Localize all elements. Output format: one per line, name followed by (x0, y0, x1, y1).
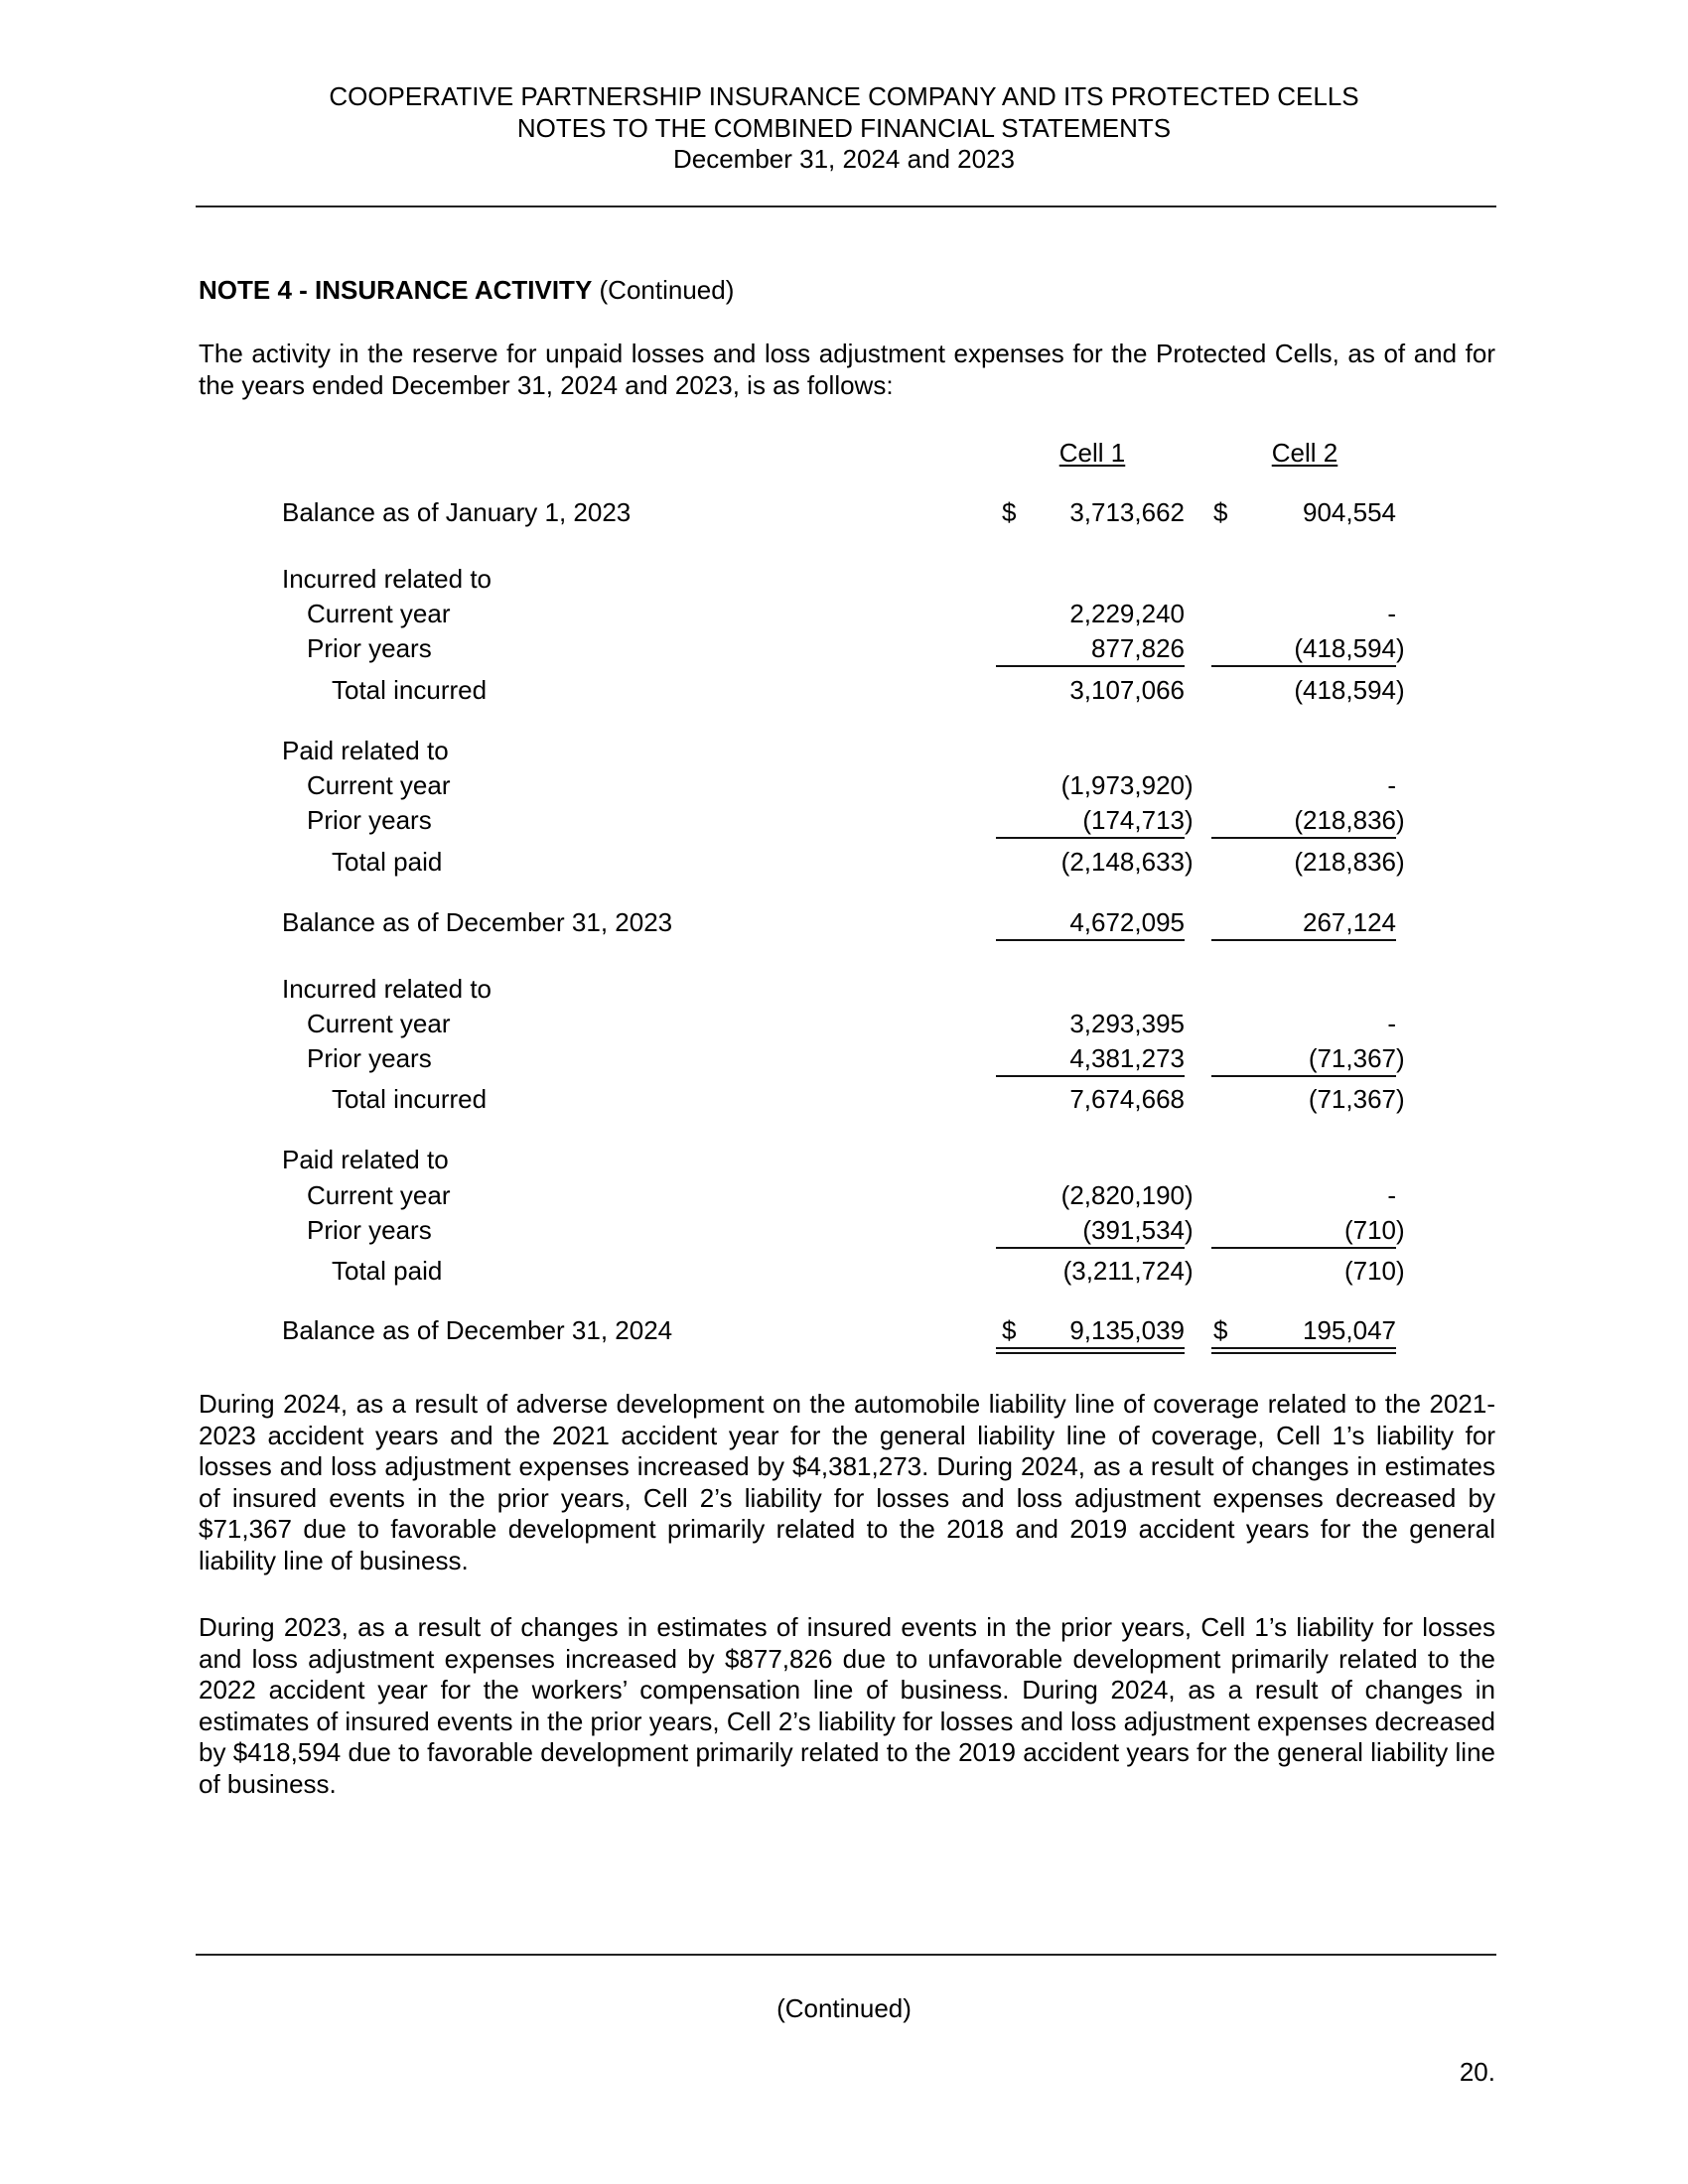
cell1-value: 4,672,095 (1069, 907, 1185, 937)
currency-symbol: $ (1213, 497, 1228, 527)
total-label: Total paid (332, 1256, 443, 1286)
currency-symbol: $ (1002, 1315, 1017, 1345)
row-label: Prior years (307, 1043, 432, 1073)
cell1-value (1006, 1180, 1194, 1210)
cell2-value (1217, 847, 1405, 877)
cell2-value (1217, 1084, 1405, 1114)
header-divider (196, 205, 1496, 207)
company-title: COOPERATIVE PARTNERSHIP INSURANCE COMPANY AND ITS PROTECTED CELLS (329, 81, 1359, 111)
statement-title: NOTES TO THE COMBINED FINANCIAL STATEMENTS (516, 113, 1172, 143)
cell1-value: 3,293,395 (1069, 1009, 1185, 1038)
cell2-value: 904,554 (1303, 497, 1396, 527)
paren-close: ) (1185, 770, 1194, 800)
cell2-value: - (1387, 1180, 1396, 1210)
statement-date: December 31, 2024 and 2023 (672, 144, 1016, 174)
paren-close: ) (1396, 847, 1405, 877)
subtotal-underline (1211, 1247, 1396, 1249)
subtotal-underline (1211, 665, 1396, 667)
continued-label: (Continued) (776, 1993, 912, 2023)
cell1-value (1006, 770, 1194, 800)
paren-close: ) (1185, 805, 1194, 835)
note-heading (199, 275, 734, 306)
row-label: Prior years (307, 1215, 432, 1245)
section-label: Paid related to (282, 1145, 449, 1174)
cell1-value: 4,381,273 (1069, 1043, 1185, 1073)
cell1-number: (391,534 (1082, 1215, 1185, 1245)
cell2-number: (71,367 (1308, 1084, 1396, 1114)
cell1-number: (174,713 (1082, 805, 1185, 835)
cell1-number: (2,148,633 (1060, 847, 1185, 877)
cell1-number: (3,211,724 (1062, 1256, 1185, 1286)
row-label: Balance as of January 1, 2023 (282, 497, 632, 527)
cell1-value (1006, 805, 1194, 835)
total-label: Total incurred (332, 1084, 488, 1114)
subtotal-underline (996, 1247, 1185, 1249)
cell2-number: (710 (1343, 1215, 1396, 1245)
subtotal-underline (996, 665, 1185, 667)
row-label: Current year (307, 770, 451, 800)
cell2-value: - (1387, 599, 1396, 628)
final-double-underline (996, 1347, 1185, 1354)
note-heading-title: NOTE 4 - INSURANCE ACTIVITY (199, 275, 593, 305)
paren-close: ) (1396, 1215, 1405, 1245)
intro-paragraph: The activity in the reserve for unpaid losses and loss adjustment expenses for the Protected Cells, as of and for the years ended December 31, 2024 and 2023, is as follows: (199, 339, 1495, 400)
subtotal-underline (996, 837, 1185, 839)
cell2-value (1217, 1256, 1405, 1286)
cell1-value (1006, 1215, 1194, 1245)
cell1-value: 877,826 (1091, 633, 1185, 663)
cell1-value (1006, 847, 1194, 877)
total-label: Total paid (332, 847, 443, 877)
currency-symbol: $ (1213, 1315, 1228, 1345)
paren-close: ) (1185, 1256, 1194, 1286)
row-label: Current year (307, 1009, 451, 1038)
note-heading-suffix: (Continued) (592, 275, 735, 305)
paren-close: ) (1396, 805, 1405, 835)
paren-close: ) (1396, 633, 1405, 663)
cell1-value: 9,135,039 (1069, 1315, 1185, 1345)
paren-close: ) (1185, 1215, 1194, 1245)
cell1-value: 7,674,668 (1069, 1084, 1185, 1114)
row-label: Prior years (307, 805, 432, 835)
balance-underline (1211, 939, 1396, 941)
paren-close: ) (1185, 1180, 1194, 1210)
row-label: Balance as of December 31, 2024 (282, 1315, 673, 1345)
column-header-cell-1: Cell 1 (1058, 438, 1126, 468)
cell2-value: 195,047 (1303, 1315, 1396, 1345)
row-label: Prior years (307, 633, 432, 663)
cell2-value (1217, 675, 1405, 705)
total-label: Total incurred (332, 675, 488, 705)
cell2-number: (218,836 (1294, 805, 1396, 835)
narrative-paragraph-2024: During 2024, as a result of adverse development on the automobile liability line of coverage related to the 2021-2023 accident years and the 2021 accident year for the general liability line of coverage, Cell 1’s liability for losses and loss adjustment expenses increased by $4,381,273. During 2024, as a result of changes in estimates of insured events in the prior years, Cell 2’s liability for losses and loss adjustment expenses decreased by $71,367 due to favorable development primarily related to the 2018 and 2019 accident years for the general liability line of business. (199, 1389, 1495, 1575)
cell2-number: (71,367 (1308, 1043, 1396, 1073)
column-header-cell-2: Cell 2 (1271, 438, 1338, 468)
paren-close: ) (1396, 1084, 1405, 1114)
page-number: 20. (1459, 2057, 1495, 2087)
cell2-number: (418,594 (1294, 675, 1396, 705)
section-label: Incurred related to (282, 974, 492, 1004)
cell2-number: (218,836 (1294, 847, 1396, 877)
subtotal-underline (1211, 837, 1396, 839)
cell2-value (1217, 1043, 1405, 1073)
footer-divider (196, 1954, 1496, 1956)
currency-symbol: $ (1002, 497, 1017, 527)
cell1-number: (1,973,920 (1060, 770, 1185, 800)
cell2-value (1217, 633, 1405, 663)
row-label: Balance as of December 31, 2023 (282, 907, 673, 937)
cell1-value: 2,229,240 (1069, 599, 1185, 628)
row-label: Current year (307, 1180, 451, 1210)
paren-close: ) (1396, 1256, 1405, 1286)
paren-close: ) (1396, 1043, 1405, 1073)
section-label: Paid related to (282, 736, 449, 765)
cell2-value: - (1387, 770, 1396, 800)
row-label: Current year (307, 599, 451, 628)
cell1-value: 3,713,662 (1069, 497, 1185, 527)
cell2-number: (710 (1343, 1256, 1396, 1286)
cell1-value: 3,107,066 (1069, 675, 1185, 705)
subtotal-underline (996, 1075, 1185, 1077)
cell1-value (1006, 1256, 1194, 1286)
final-double-underline (1211, 1347, 1396, 1354)
paren-close: ) (1185, 847, 1194, 877)
cell2-number: (418,594 (1294, 633, 1396, 663)
cell2-value: 267,124 (1303, 907, 1396, 937)
balance-underline (996, 939, 1185, 941)
cell2-value: - (1387, 1009, 1396, 1038)
subtotal-underline (1211, 1075, 1396, 1077)
section-label: Incurred related to (282, 564, 492, 594)
narrative-paragraph-2023: During 2023, as a result of changes in estimates of insured events in the prior years, Cell 1’s liability for losses and loss adjustment expenses increased by $877,826 due to unfavorable development primarily related to the 2022 accident year for the workers’ compensation line of business. During 2024, as a result of changes in estimates of insured events in the prior years, Cell 2’s liability for losses and loss adjustment expenses decreased by $418,594 due to favorable development primarily related to the 2019 accident years for the general liability line of business. (199, 1612, 1495, 1799)
cell1-number: (2,820,190 (1060, 1180, 1185, 1210)
cell2-value (1217, 805, 1405, 835)
cell2-value (1217, 1215, 1405, 1245)
paren-close: ) (1396, 675, 1405, 705)
